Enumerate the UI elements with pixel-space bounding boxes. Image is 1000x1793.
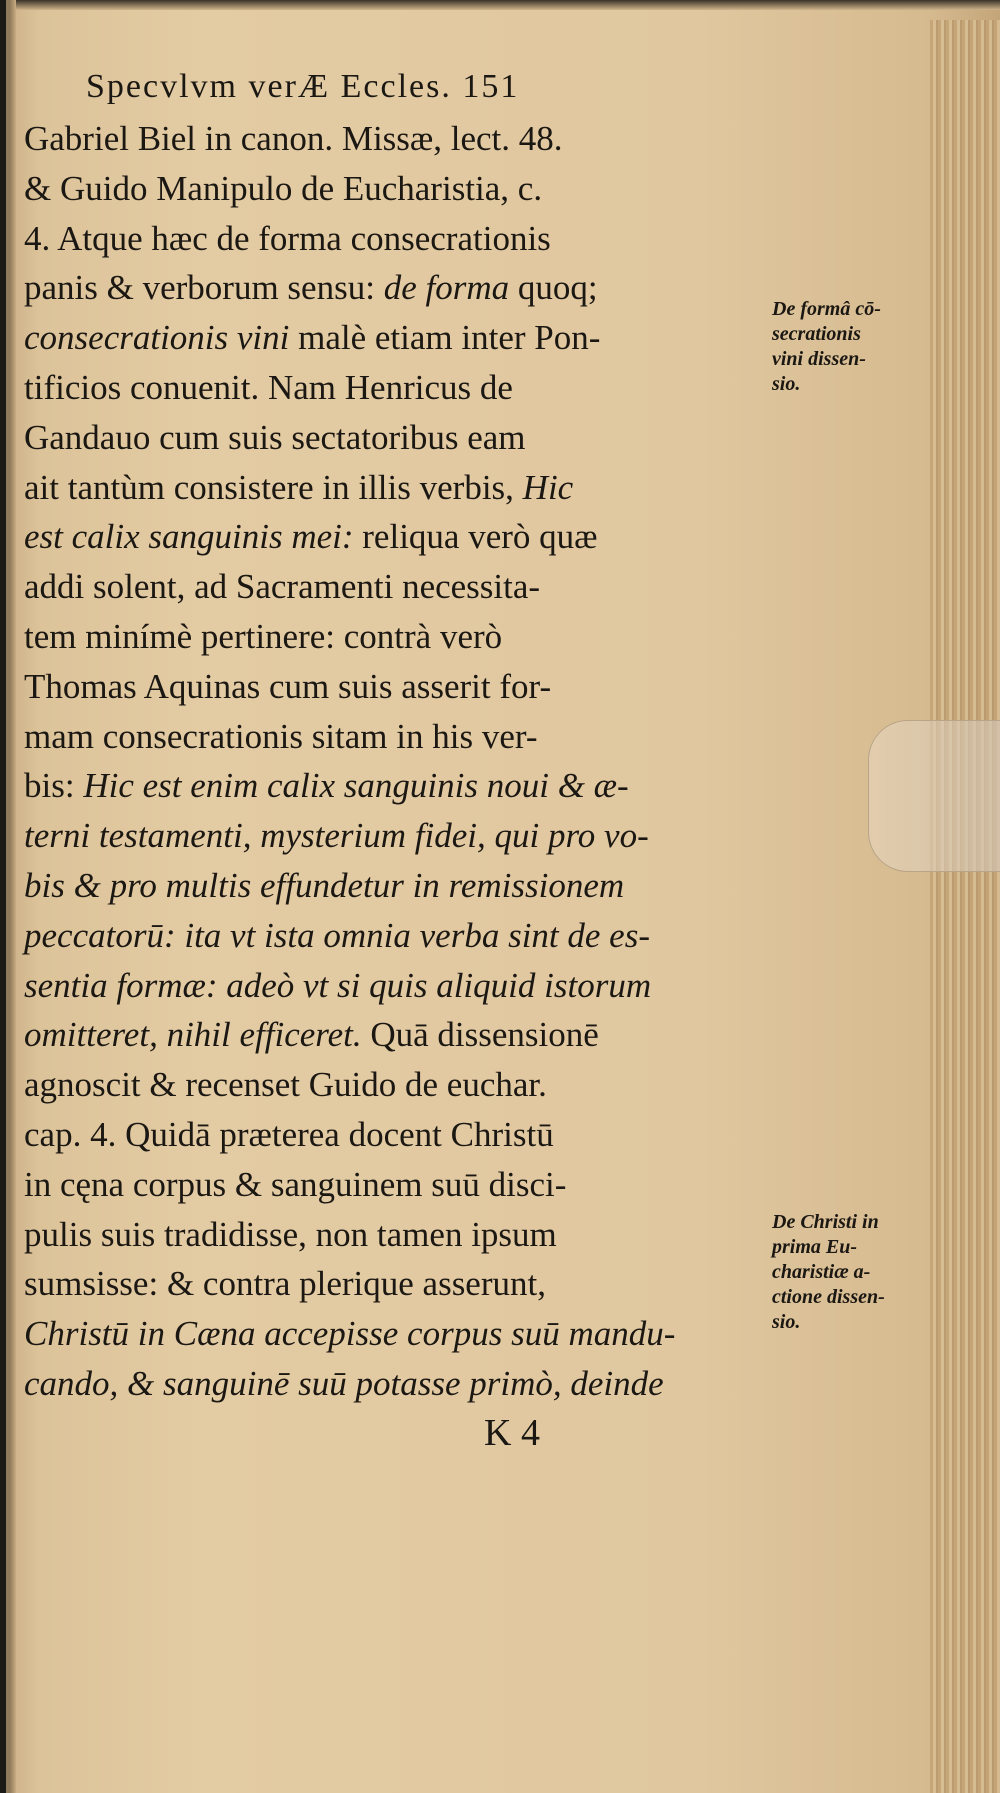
text-line	[24, 712, 794, 762]
marginal-note-line: prima Eu-	[772, 1236, 858, 1258]
marginal-note-line: sio.	[772, 373, 801, 395]
text-line	[24, 811, 794, 861]
italic-text-span: Hic	[522, 467, 574, 507]
text-span: mam consecrationis sitam in his ver-	[24, 716, 538, 756]
marginal-note-line: charistiæ a-	[772, 1261, 871, 1283]
text-span: panis & verborum sensu:	[24, 268, 384, 308]
italic-text-span: Christū in Cæna accepisse corpus suū mandu-	[24, 1314, 676, 1354]
marginal-note-line: secrationis	[772, 323, 861, 345]
marginal-note-consecration	[772, 297, 968, 397]
text-span: 4. Atque hæc de forma consecrationis	[24, 218, 551, 258]
book-gutter	[0, 0, 16, 1793]
text-span: Thomas Aquinas cum suis asserit for-	[24, 666, 552, 706]
italic-text-span: Hic est enim calix sanguinis noui & æ-	[83, 766, 629, 806]
text-line	[24, 1110, 794, 1160]
italic-text-span: de forma	[383, 268, 510, 308]
text-line	[24, 761, 794, 811]
italic-text-span: peccatorū: ita vt ista omnia verba sint de es-	[24, 915, 650, 955]
text-line	[24, 1210, 794, 1260]
text-line	[24, 214, 794, 264]
text-span: cap. 4. Quidā præterea docent Christū	[24, 1114, 554, 1154]
text-span: bis:	[24, 766, 84, 806]
text-span: reliqua verò quæ	[353, 517, 598, 557]
text-span: tem minímè pertinere: contrà verò	[24, 616, 503, 656]
text-line	[24, 961, 794, 1011]
italic-text-span: consecrationis vini	[24, 318, 290, 358]
text-line	[24, 114, 794, 164]
text-line	[24, 313, 794, 363]
italic-text-span: cando, & sanguinē suū potasse primò, deinde	[24, 1363, 664, 1403]
text-line	[24, 1359, 794, 1409]
text-line	[24, 413, 794, 463]
text-span: sumsisse: & contra plerique asserunt,	[24, 1264, 546, 1304]
page-fore-edge	[930, 20, 1000, 1793]
italic-text-span: omitteret, nihil efficeret.	[24, 1015, 362, 1055]
marginal-note-line: De formâ cō-	[772, 298, 881, 320]
text-span: tificios conuenit. Nam Henricus de	[24, 367, 513, 407]
italic-text-span: sentia formæ: adeò vt si quis aliquid istorum	[24, 965, 652, 1005]
body-lines	[24, 114, 794, 1409]
transparent-page-tab	[868, 720, 1000, 872]
text-line	[24, 1060, 794, 1110]
text-line	[24, 1309, 794, 1359]
italic-text-span: est calix sanguinis mei:	[24, 517, 354, 557]
italic-text-span: terni testamenti, mysterium fidei, qui pro vo-	[24, 816, 649, 856]
text-line	[24, 463, 794, 513]
text-span: ait tantùm consistere in illis verbis,	[24, 467, 523, 507]
text-line	[24, 1160, 794, 1210]
text-span: in cęna corpus & sanguinem suū disci-	[24, 1164, 567, 1204]
main-text-block	[24, 60, 794, 1459]
text-span: agnoscit & recenset Guido de euchar.	[24, 1065, 547, 1105]
text-line	[24, 164, 794, 214]
text-line	[24, 1259, 794, 1309]
running-head: Specvlvm verÆ Eccles. 151	[86, 68, 520, 105]
text-line	[24, 861, 794, 911]
page-top-edge	[0, 0, 1000, 10]
text-line	[24, 363, 794, 413]
text-line	[24, 662, 794, 712]
text-span: quoq;	[509, 268, 598, 308]
marginal-note-line: vini dissen-	[772, 348, 866, 370]
text-span: Gabriel Biel in canon. Missæ, lect. 48.	[24, 119, 563, 158]
marginal-note-eucharist	[772, 1210, 968, 1335]
text-span: Quā dissensionē	[361, 1015, 599, 1055]
marginal-note-line: sio.	[772, 1311, 801, 1333]
text-line	[24, 911, 794, 961]
marginal-note-line: De Christi in	[772, 1211, 879, 1233]
italic-text-span: bis & pro multis effundetur in remissionem	[24, 865, 625, 905]
text-line	[24, 612, 794, 662]
text-span: Gandauo cum suis sectatoribus eam	[24, 417, 526, 457]
marginal-note-line: ctione dissen-	[772, 1286, 885, 1308]
text-span: addi solent, ad Sacramenti necessita-	[24, 567, 541, 607]
text-line	[24, 263, 794, 313]
catchword: K 4	[484, 1411, 540, 1454]
text-line	[24, 1010, 794, 1060]
text-span: malè etiam inter Pon-	[289, 318, 601, 358]
text-span: pulis suis tradidisse, non tamen ipsum	[24, 1214, 557, 1254]
text-line	[24, 512, 794, 562]
text-span: & Guido Manipulo de Eucharistia, c.	[24, 168, 543, 208]
text-line	[24, 562, 794, 612]
